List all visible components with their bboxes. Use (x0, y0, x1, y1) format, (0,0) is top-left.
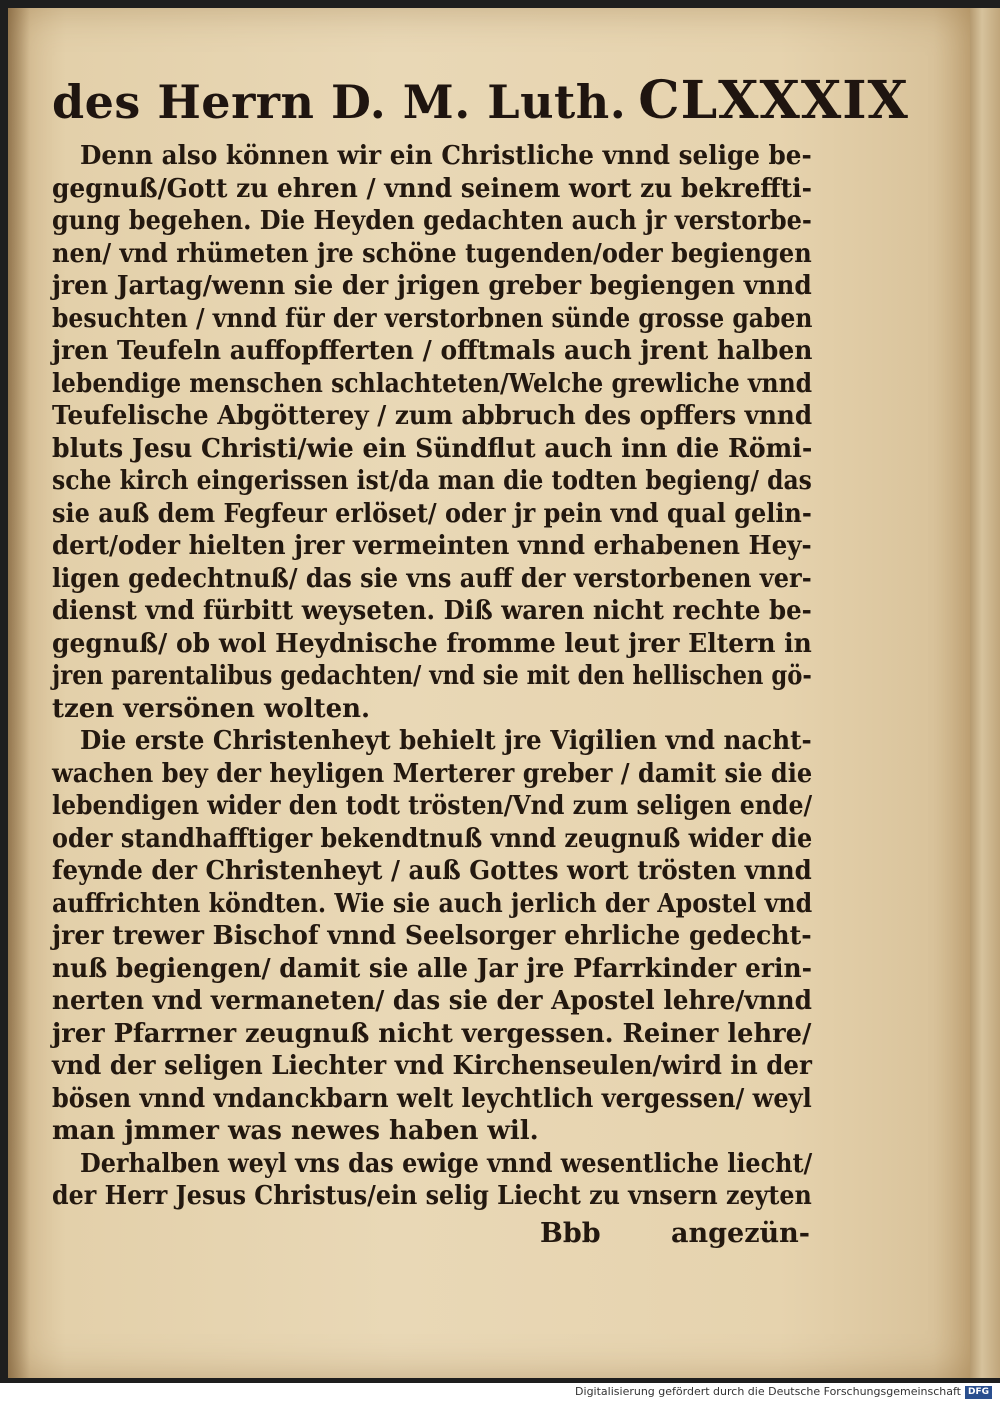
body-text (52, 140, 822, 1213)
text-line: lebendige menschen schlachteten/Welche grewliche vnnd (52, 368, 813, 399)
folio-number: CLXXXIX (638, 70, 909, 131)
text-line: jrer Pfarrner zeugnuß nicht vergessen. Reiner lehre/ (52, 1018, 812, 1049)
text-line: dienst vnd fürbitt weyseten. Diß waren nicht rechte be- (52, 596, 812, 626)
text-line: nuß begiengen/ damit sie alle Jar jre Pfarrkinder erin- (52, 953, 812, 984)
text-line: vnd der seligen Liechter vnd Kirchenseulen/wird in der (52, 1051, 812, 1081)
text-line: jren Jartag/wenn sie der jrigen greber begiengen vnnd (52, 271, 812, 301)
text-line: bösen vnnd vndanckbarn welt leychtlich vergessen/ weyl (52, 1083, 812, 1114)
text-line: gung begehen. Die Heyden gedachten auch jr verstorbe- (52, 206, 812, 236)
page-edge (970, 8, 1000, 1378)
catchword: angezün- (671, 1218, 810, 1249)
text-line: auffrichten köndten. Wie sie auch jerlich der Apostel vnd (52, 888, 813, 919)
text-line: bluts Jesu Christi/wie ein Sündflut auch inn die Römi- (52, 433, 813, 464)
dfg-logo: DFG (965, 1386, 992, 1399)
text-line: der Herr Jesus Christus/ein selig Liecht zu vnsern zeyten (52, 1181, 812, 1211)
text-line: nen/ vnd rhümeten jre schöne tugenden/oder begiengen (52, 238, 812, 269)
text-line: jrer trewer Bischof vnnd Seelsorger ehrliche gedecht- (52, 921, 812, 951)
footer-credit: Digitalisierung gefördert durch die Deutsche Forschungsgemeinschaft (575, 1385, 961, 1398)
signature-mark: Bbb (540, 1218, 601, 1249)
text-line: dert/oder hielten jrer vermeinten vnnd erhabenen Hey- (52, 531, 812, 561)
text-line: wachen bey der heyligen Merterer greber / damit sie die (52, 758, 813, 789)
text-line: jren parentalibus gedachten/ vnd sie mit den hellischen gö- (52, 661, 812, 691)
text-line: Denn also können wir ein Christliche vnnd selige be- (80, 141, 812, 171)
page-gutter-shadow (8, 8, 30, 1378)
text-line: feynde der Christenheyt / auß Gottes wort trösten vnnd (52, 856, 812, 886)
text-line: oder standhafftiger bekendtnuß vnnd zeugnuß wider die (52, 823, 813, 854)
digitization-footer (0, 1383, 1000, 1401)
text-line: jren Teufeln auffopfferten / offtmals auch jrent halben (52, 336, 813, 366)
text-line: nerten vnd vermaneten/ das sie der Apostel lehre/vnnd (52, 986, 812, 1016)
text-line: lebendigen wider den todt trösten/Vnd zum seligen ende/ (52, 791, 813, 821)
text-line: sie auß dem Fegfeur erlöset/ oder jr pein vnd qual gelin- (52, 498, 812, 529)
text-line: tzen versönen wolten. (52, 693, 371, 724)
text-line: Teufelische Abgötterey / zum abbruch des opffers vnnd (52, 401, 813, 431)
text-line: sche kirch eingerissen ist/da man die todten begieng/ das (52, 466, 812, 496)
page-header (52, 70, 909, 131)
text-line: besuchten / vnnd für der verstorbnen sünde grosse gaben (52, 303, 813, 334)
text-line: Die erste Christenheyt behielt jre Vigilien vnd nacht- (80, 726, 812, 756)
text-line: Derhalben weyl vns das ewige vnnd wesentliche liecht/ (80, 1148, 813, 1179)
text-line: ligen gedechtnuß/ das sie vns auff der verstorbenen ver- (52, 563, 812, 594)
running-title: des Herrn D. M. Luth. (52, 75, 627, 129)
text-line: gegnuß/ ob wol Heydnische fromme leut jrer Eltern in (52, 628, 812, 659)
page-footer-marks (540, 1218, 810, 1249)
text-line: gegnuß/Gott zu ehren / vnnd seinem wort zu bekreffti- (52, 173, 812, 204)
text-line: man jmmer was newes haben wil. (52, 1116, 539, 1146)
